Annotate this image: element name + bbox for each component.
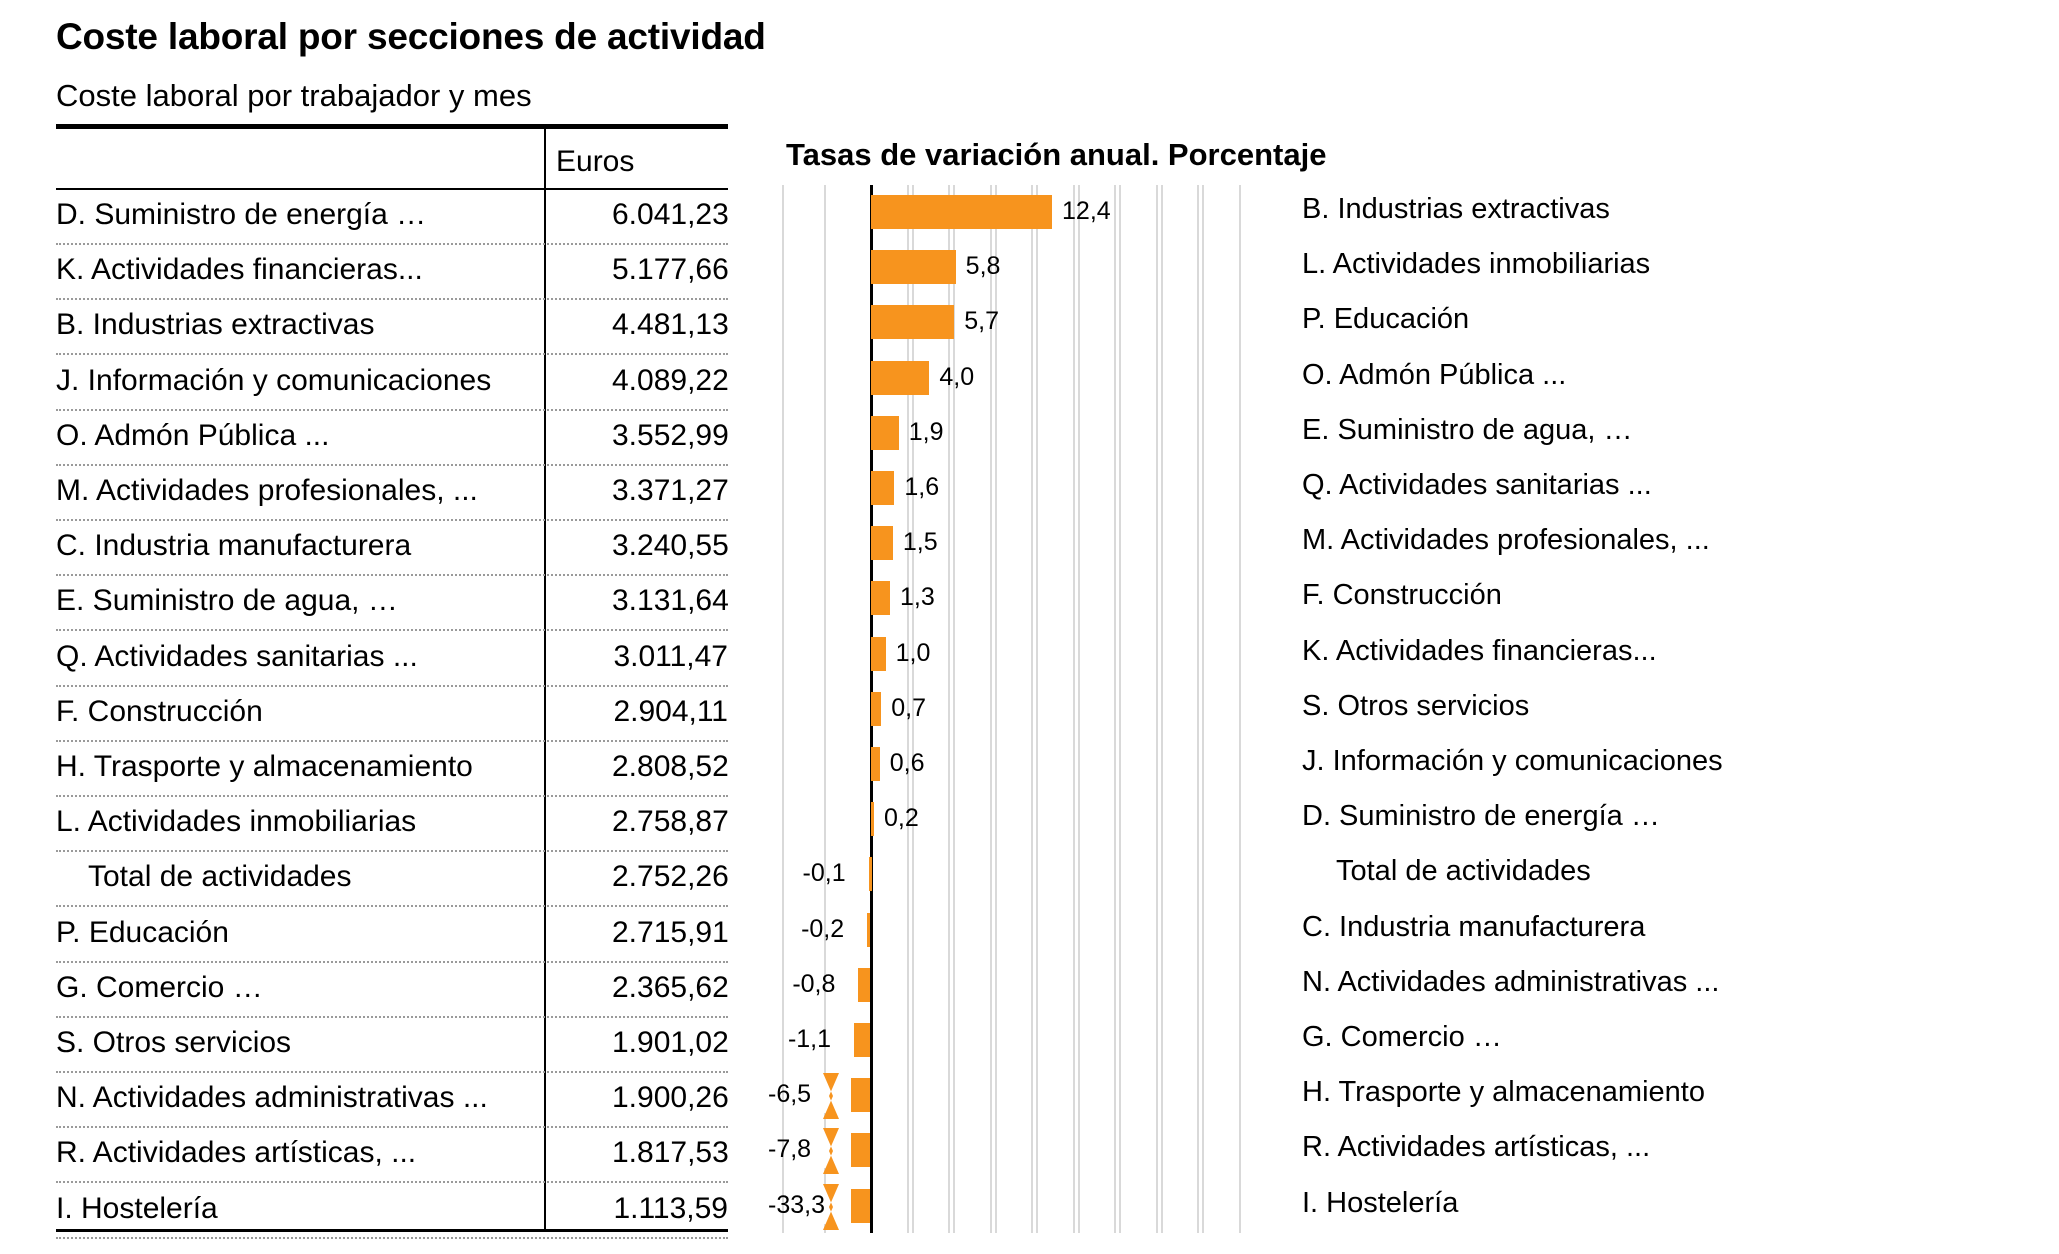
gridline [1119, 185, 1121, 1233]
table-row [56, 1128, 728, 1183]
table-row [56, 797, 728, 852]
gridline [1156, 185, 1158, 1233]
bar [871, 250, 956, 284]
bar [871, 581, 890, 615]
bar-category-label: H. Trasporte y almacenamiento [1302, 1076, 1705, 1109]
bar-value-label: 1,6 [904, 473, 940, 501]
table-row-value: 2.904,11 [613, 694, 728, 728]
bar [867, 913, 870, 947]
table-row-label: J. Información y comunicaciones [56, 363, 492, 397]
gridline [995, 185, 997, 1233]
table-row [56, 1073, 728, 1128]
bar-category-label: M. Actividades profesionales, ... [1302, 524, 1710, 557]
row-separator [56, 1237, 728, 1239]
bar-category-label: Total de actividades [1336, 855, 1591, 888]
table-row-label: R. Actividades artísticas, ... [56, 1136, 417, 1170]
chart-title: Tasas de variación anual. Porcentaje [786, 137, 1327, 172]
table-row [56, 632, 728, 687]
bar-category-label: E. Suministro de agua, … [1302, 413, 1633, 446]
bar [871, 802, 874, 836]
bar [871, 471, 894, 505]
bar [871, 692, 881, 726]
bar [871, 526, 893, 560]
bar [871, 195, 1052, 229]
table-row [56, 521, 728, 576]
gridline [1036, 185, 1038, 1233]
table-row [56, 245, 728, 300]
bar-value-label: 4,0 [939, 362, 975, 391]
bar-value-label: 0,6 [889, 749, 925, 777]
bar-category-label: I. Hostelería [1302, 1186, 1459, 1219]
table-row-label: Total de actividades [88, 860, 352, 894]
bar-category-label: N. Actividades administrativas ... [1302, 965, 1720, 998]
bar-category-label: D. Suministro de energía … [1302, 800, 1660, 833]
table-row-value: 1.900,26 [612, 1081, 729, 1115]
table-row-label: O. Admón Pública ... [56, 418, 330, 452]
gridline [953, 185, 955, 1233]
table-row-label: C. Industria manufacturera [56, 529, 412, 563]
table-row-value: 6.041,23 [612, 198, 729, 231]
table-row-value: 3.011,47 [613, 639, 728, 673]
table-row-label: M. Actividades profesionales, ... [56, 474, 478, 507]
bar-value-label: -0,2 [801, 914, 845, 943]
table-row [56, 742, 728, 797]
table-row-label: K. Actividades financieras... [56, 253, 423, 287]
bar-category-label: B. Industrias extractivas [1302, 193, 1610, 225]
gridline [1197, 185, 1199, 1233]
table-row-value: 3.131,64 [612, 584, 729, 618]
bar [871, 637, 886, 671]
bar [854, 1023, 870, 1057]
bar [871, 305, 954, 339]
table-row-value: 3.240,55 [612, 529, 729, 563]
bar-value-label: -6,5 [768, 1080, 812, 1109]
bar-category-label: F. Construcción [1302, 579, 1502, 612]
bar-value-label: -0,8 [792, 969, 836, 998]
bar-category-label: J. Información y comunicaciones [1302, 745, 1723, 777]
bar [871, 416, 899, 450]
bar-value-label: 1,5 [902, 528, 938, 557]
gridline [1031, 185, 1033, 1233]
bar-category-label: L. Actividades inmobiliarias [1302, 248, 1651, 281]
table-row-label: E. Suministro de agua, … [56, 584, 398, 618]
gridline [948, 185, 950, 1233]
gridline [1202, 185, 1204, 1233]
bar-value-label: 5,8 [965, 252, 1001, 281]
table-row-label: G. Comercio … [56, 970, 263, 1004]
table-row [56, 190, 728, 245]
table-row-label: N. Actividades administrativas ... [56, 1081, 488, 1115]
variation-bar-chart [760, 185, 2025, 1233]
table-row-label: D. Suministro de energía … [56, 198, 427, 231]
table-row-value: 3.371,27 [612, 474, 729, 507]
gridline [782, 185, 784, 1233]
bar-value-label: 1,0 [895, 638, 931, 667]
table-row-value: 2.365,62 [612, 970, 729, 1004]
gridline [1078, 185, 1080, 1233]
table-row-value: 1.817,53 [612, 1136, 729, 1170]
bar-value-label: 0,7 [891, 693, 926, 722]
table-row-label: F. Construcción [56, 694, 263, 728]
axis-break-icon [817, 1128, 851, 1168]
table-row [56, 576, 728, 631]
bar-value-label: -7,8 [768, 1135, 812, 1164]
axis-break-icon [817, 1073, 851, 1113]
bar-category-label: C. Industria manufacturera [1302, 910, 1646, 943]
bar-category-label: K. Actividades financieras... [1302, 634, 1657, 667]
gridline [1239, 185, 1241, 1233]
table-row [56, 466, 728, 521]
table-column-header-euros: Euros [556, 145, 635, 178]
bar-value-label: -0,1 [802, 859, 846, 888]
bar-value-label: -1,1 [787, 1025, 832, 1053]
table-row-value: 2.758,87 [612, 805, 729, 839]
table-row-value: 2.808,52 [612, 750, 729, 783]
table-row-value: 4.089,22 [612, 363, 729, 397]
gridline [1161, 185, 1163, 1233]
table-row [56, 411, 728, 466]
table-row-label: H. Trasporte y almacenamiento [56, 750, 473, 783]
gridline [1073, 185, 1075, 1233]
table-row [56, 356, 728, 411]
table-row-value: 2.752,26 [612, 860, 729, 894]
table-row-label: Q. Actividades sanitarias ... [56, 639, 418, 673]
bar [869, 857, 872, 891]
bar-value-label: -33,3 [768, 1190, 825, 1219]
bar-category-label: S. Otros servicios [1302, 689, 1530, 722]
bar-category-label: G. Comercio … [1302, 1021, 1502, 1053]
table-row-label: L. Actividades inmobiliarias [56, 805, 417, 839]
table-row [56, 300, 728, 355]
bar [871, 747, 880, 781]
page-title: Coste laboral por secciones de actividad [56, 16, 766, 57]
table-row-label: I. Hostelería [56, 1191, 218, 1225]
bar-category-label: R. Actividades artísticas, ... [1302, 1131, 1651, 1164]
bar-category-label: O. Admón Pública ... [1302, 358, 1567, 391]
table-row-value: 3.552,99 [612, 418, 729, 452]
table-subtitle: Coste laboral por trabajador y mes [56, 78, 532, 113]
divider-top [56, 124, 728, 129]
table-row-value: 1.901,02 [612, 1026, 729, 1059]
table-row-label: S. Otros servicios [56, 1026, 292, 1059]
gridline [1114, 185, 1116, 1233]
table-row-value: 4.481,13 [612, 308, 729, 342]
table-row-value: 5.177,66 [612, 253, 729, 287]
table-row [56, 687, 728, 742]
table-row-label: B. Industrias extractivas [56, 308, 375, 342]
bar-category-label: Q. Actividades sanitarias ... [1302, 469, 1652, 501]
table-row [56, 963, 728, 1018]
table-row [56, 908, 728, 963]
table-row [56, 852, 728, 907]
gridline [990, 185, 992, 1233]
table-row-value: 1.113,59 [613, 1191, 728, 1225]
bar-category-label: P. Educación [1302, 303, 1470, 336]
bar-value-label: 0,2 [884, 804, 919, 833]
table-row [56, 1184, 728, 1239]
table-row-label: P. Educación [56, 915, 229, 949]
bar [871, 361, 929, 395]
bar-value-label: 5,7 [964, 307, 999, 336]
bar-value-label: 1,3 [899, 583, 935, 612]
table-row [56, 1018, 728, 1073]
table-row-value: 2.715,91 [612, 915, 729, 949]
bar-value-label: 12,4 [1062, 197, 1111, 225]
bar-value-label: 1,9 [908, 417, 944, 446]
bar [858, 968, 870, 1002]
